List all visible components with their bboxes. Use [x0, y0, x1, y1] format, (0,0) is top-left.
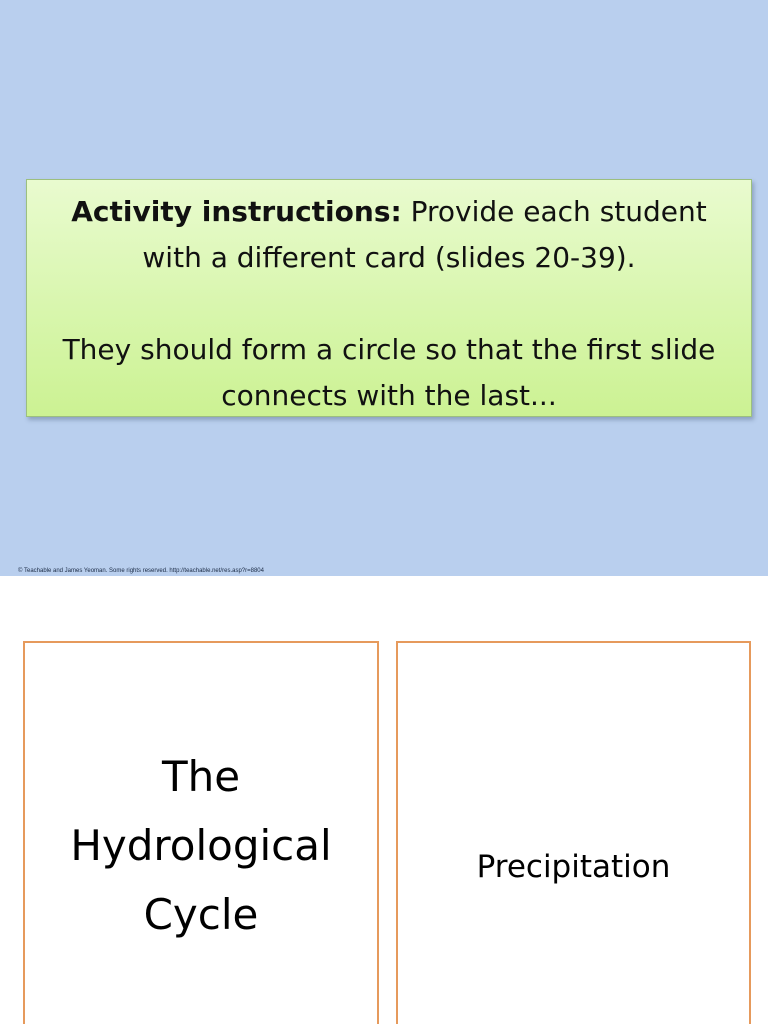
- card-hydrological-cycle: [23, 641, 379, 1024]
- instruction-text-2: They should form a circle so that the first slide connects with the last...: [62, 333, 716, 412]
- paragraph-gap: [27, 281, 751, 327]
- card-title: Precipitation: [476, 849, 671, 885]
- instruction-box: [26, 179, 752, 417]
- copyright-text: © Teachable and James Yeoman. Some rights reserved. http://teachable.net/res.asp?r=8804: [18, 568, 264, 574]
- instruction-lead: Activity instructions:: [71, 195, 402, 228]
- card-precipitation: [396, 641, 751, 1024]
- instruction-paragraph-1: [27, 189, 751, 281]
- card-title: The Hydrological Cycle: [70, 752, 332, 939]
- instruction-text-1: Provide each student with a different card (slides 20-39).: [142, 195, 707, 274]
